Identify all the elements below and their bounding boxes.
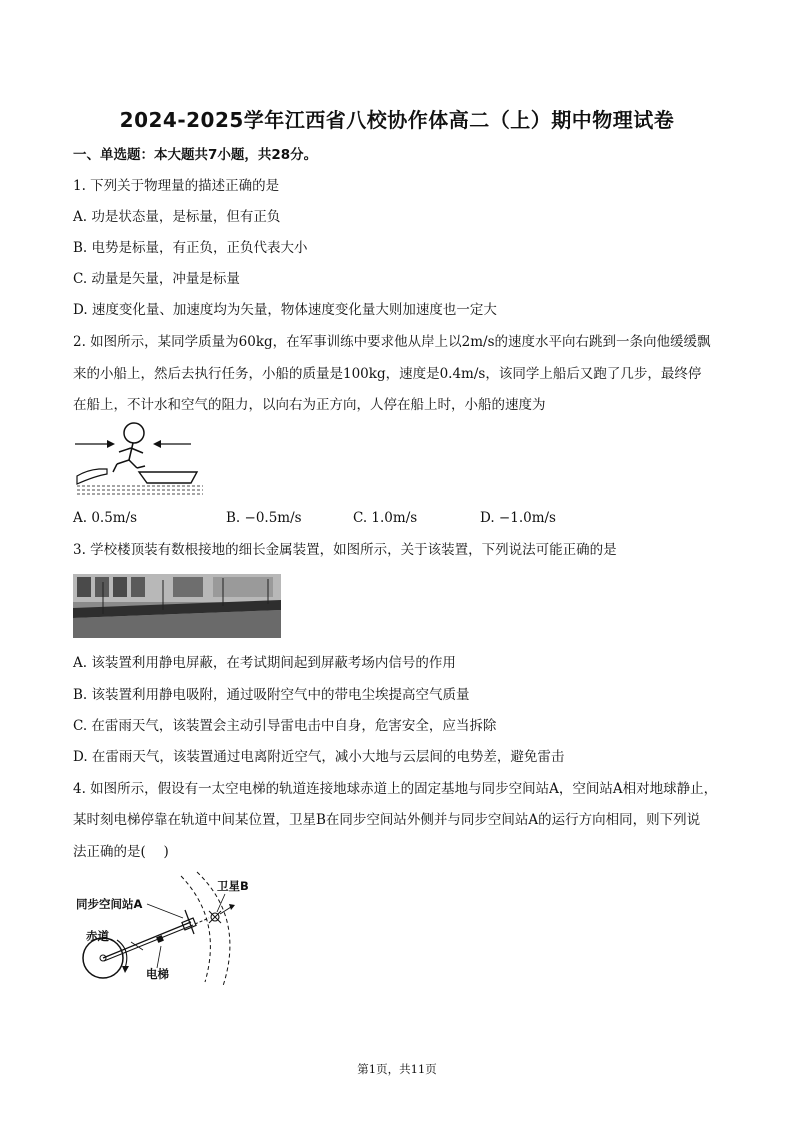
page-title: 2024-2025学年江西省八校协作体高二（上）期中物理试卷 (119, 108, 675, 132)
question-2-option-d: D. −1.0m/s (480, 510, 556, 526)
figure-label-elevator: 电梯 (146, 967, 169, 981)
page-footer: 第1页，共11页 (357, 1062, 437, 1076)
question-3-stem: 3. 学校楼顶装有数根接地的细长金属装置，如图所示，关于该装置，下列说法可能正确的是 (73, 542, 617, 558)
figure-label-satellite: 卫星B (217, 879, 249, 893)
question-1-stem: 1. 下列关于物理量的描述正确的是 (73, 178, 280, 194)
question-2-option-b: B. −0.5m/s (226, 510, 302, 526)
question-1-option-a: A. 功是状态量，是标量，但有正负 (73, 209, 281, 225)
question-2-option-c: C. 1.0m/s (353, 510, 418, 526)
question-4-line-2: 某时刻电梯停靠在轨道中间某位置，卫星B在同步空间站外侧并与同步空间站A的运行方向相同，则下列说 (73, 812, 701, 828)
question-1-option-c: C. 动量是矢量，冲量是标量 (73, 271, 240, 287)
rooftop-photo (73, 574, 281, 638)
question-3-option-c: C. 在雷雨天气，该装置会主动引导雷电击中自身，危害安全，应当拆除 (73, 718, 497, 734)
question-2-line-3: 在船上，不计水和空气的阻力，以向右为正方向，人停在船上时，小船的速度为 (73, 397, 546, 413)
question-3-option-a: A. 该装置利用静电屏蔽，在考试期间起到屏蔽考场内信号的作用 (73, 655, 456, 671)
figure-label-equator: 赤道 (86, 929, 109, 943)
question-2-line-2: 来的小船上，然后去执行任务，小船的质量是100kg，速度是0.4m/s，该同学上船后又跑了几步，最终停 (73, 366, 702, 382)
question-1-option-d: D. 速度变化量、加速度均为矢量，物体速度变化量大则加速度也一定大 (73, 302, 497, 318)
boat-jump-figure (73, 420, 208, 500)
question-1-option-b: B. 电势是标量，有正负，正负代表大小 (73, 240, 308, 256)
section-heading: 一、单选题：本大题共7小题，共28分。 (73, 147, 318, 163)
figure-label-station: 同步空间站A (76, 897, 143, 911)
question-2-option-a: A. 0.5m/s (73, 510, 138, 526)
question-2-line-1: 2. 如图所示，某同学质量为60kg，在军事训练中要求他从岸上以2m/s的速度水平向右跳到一条向他缓缓飘 (73, 334, 711, 350)
question-3-option-b: B. 该装置利用静电吸附，通过吸附空气中的带电尘埃提高空气质量 (73, 687, 470, 703)
question-4-line-3: 法正确的是( ) (73, 844, 169, 860)
question-4-line-1: 4. 如图所示，假设有一太空电梯的轨道连接地球赤道上的固定基地与同步空间站A，空间站A相对地球静止， (73, 781, 718, 797)
question-3-option-d: D. 在雷雨天气，该装置通过电离附近空气，减小大地与云层间的电势差，避免雷击 (73, 749, 565, 765)
